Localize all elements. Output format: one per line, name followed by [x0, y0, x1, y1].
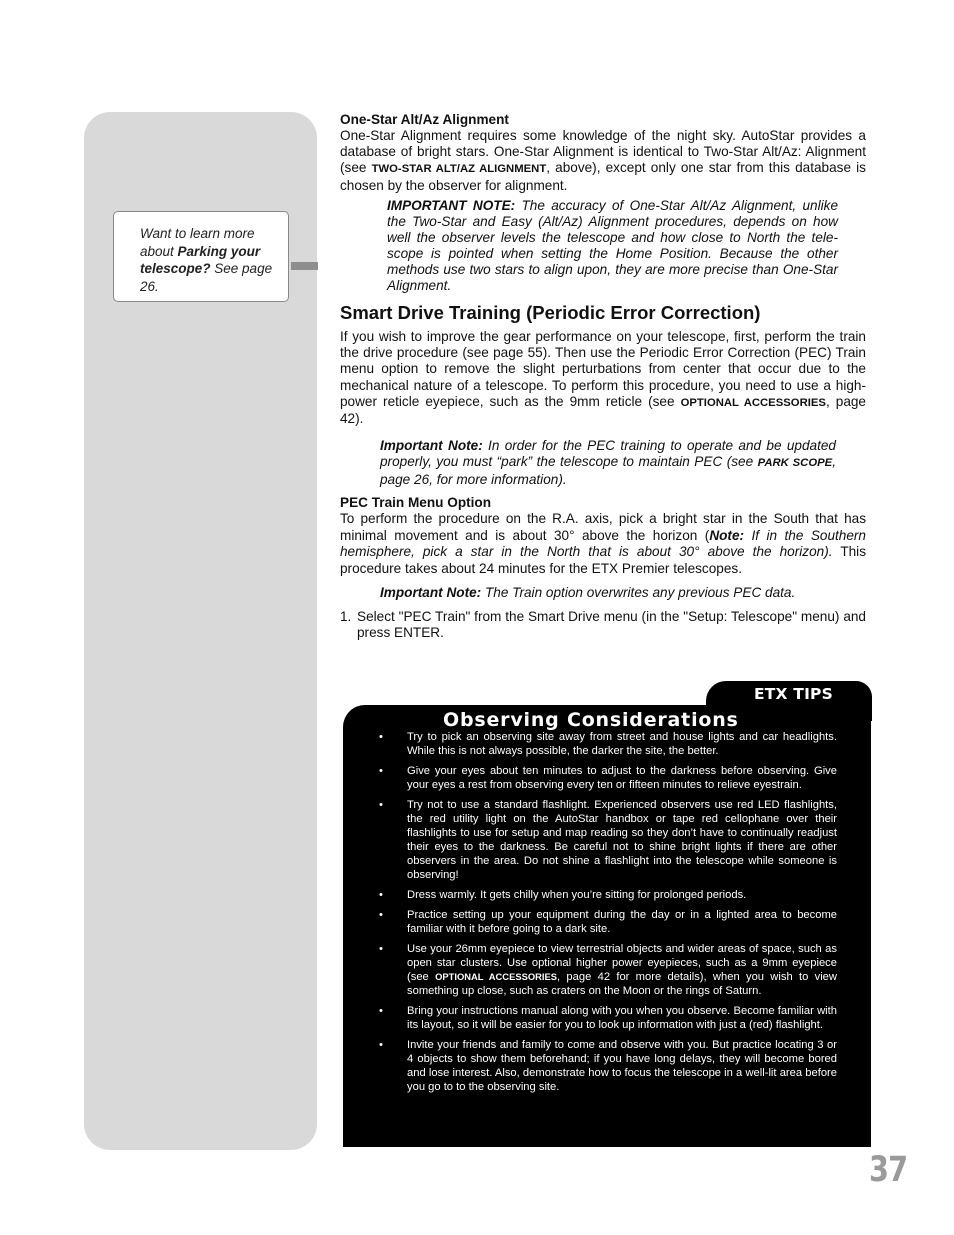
- tips-list: [343, 730, 871, 1100]
- two-star-reference: TWO-STAR ALT/AZ ALIGNMENT: [371, 162, 547, 175]
- pec-train-heading: PEC Train Menu Option: [340, 495, 492, 510]
- sidebar-callout: Want to learn more about Parking your telescope? See page 26.: [113, 211, 289, 302]
- tip-item: • Invite your friends and family to come and observe with you. But practice locating 3 or 4 objects to show them beforehand; if you have long delays, they will become bored and lose interest. Also, demonstrate how to focus the telescope in a well-lit area before you go to to the observing site.: [379, 1039, 837, 1093]
- tips-title: Observing Considerations: [443, 709, 739, 731]
- park-scope-reference: PARK SCOPE: [757, 457, 833, 470]
- one-star-heading: One-Star Alt/Az Alignment: [340, 112, 509, 127]
- bullet-icon: •: [379, 799, 383, 811]
- bullet-icon: •: [379, 1039, 383, 1051]
- callout-pointer: [291, 262, 318, 270]
- page-number: 37: [869, 1150, 908, 1190]
- pec-train-note: Important Note: The Train option overwrites any previous PEC data.: [380, 585, 796, 600]
- tips-accessories-reference: OPTIONAL ACCESSORIES: [435, 971, 558, 982]
- step-text: Select "PEC Train" from the Smart Drive menu (in the "Setup: Telescope" menu) and press ENTER.: [357, 609, 866, 641]
- tip-item: • Try not to use a standard flashlight. Experienced observers use red LED flashlights, the red utility light on the AutoStar handbox or tape red cellophane over their flashlights to use for setup and map reading so they don’t have to continually readjust their eyes to the darkness. Be careful not to shine bright lights if there are other observers in the area. Do not shine a flashlight into the telescope while someone is observing!: [379, 799, 837, 881]
- pec-step-1: [340, 609, 866, 642]
- tip-item: • Give your eyes about ten minutes to adjust to the darkness before observing. Give your eyes a rest from observing every ten or fifteen minutes to relieve eyestrain.: [379, 765, 837, 791]
- pec-section-title: Smart Drive Training (Periodic Error Correction): [340, 302, 761, 323]
- bullet-icon: •: [379, 943, 383, 955]
- observing-tips-box: [343, 705, 871, 1147]
- one-star-important-note: IMPORTANT NOTE: The accuracy of One-Star Alt/Az Alignment, unlike the Two-Star and Easy (Alt/Az) Alignment procedures, depends on how well the observer levels the telescope and how close to North the tele-scope is pointed when setting the Home Position. Because the other methods use two stars to align upon, they are more precise than One-Star Alignment.: [387, 198, 839, 293]
- pec-intro-paragraph: If you wish to improve the gear performance on your telescope, first, perform the train the drive procedure (see page 55). Then use the Periodic Error Correction (PEC) Train menu option to remove the slight perturbations from center that occur due to the mechanical nature of a telescope. To perform this procedure, you need to use a high-power reticle eyepiece, such as the 9mm reticle (see OPTIONAL ACCESSORIES, page 42).: [340, 329, 866, 427]
- tip-item-eyepiece: • Use your 26mm eyepiece to view terrestrial objects and wider areas of space, such as open star clusters. Use optional higher power eyepieces, such as a 9mm eyepiece (see OPTIONAL ACCESSORIES, page 42 for more details), when you wish to view something up close, such as craters on the Moon or the rings of Saturn.: [379, 943, 837, 997]
- bullet-icon: •: [379, 889, 383, 901]
- pec-important-note: Important Note: In order for the PEC training to operate and be updated properly, you must “park” the telescope to maintain PEC (see PARK SCOPE, page 26, for more information).: [380, 438, 836, 487]
- one-star-paragraph: One-Star Alignment requires some knowledge of the night sky. AutoStar provides a database of bright stars. One-Star Alignment is identical to Two-Star Alt/Az: Alignment (see TWO-STAR ALT/AZ ALIGNMENT, above), except only one star from this database is chosen by the observer for alignment.: [340, 127, 866, 193]
- tip-item: • Bring your instructions manual along with you when you observe. Become familiar with its layout, so it will be easier for you to look up information with just a (red) flashlight.: [379, 1005, 837, 1031]
- pec-train-paragraph: To perform the procedure on the R.A. axis, pick a bright star in the South that has minimal movement and is about 30° above the horizon (Note: If in the Southern hemisphere, pick a star in the North that is about 30° above the horizon). This procedure takes about 24 minutes for the ETX Premier telescopes.: [340, 511, 867, 577]
- tip-item: • Practice setting up your equipment during the day or in a lighted area to become familiar with it before going to a dark site.: [379, 909, 837, 935]
- bullet-icon: •: [379, 909, 383, 921]
- bullet-icon: •: [379, 765, 383, 777]
- callout-bold-link-text: Parking your telescope?: [140, 243, 261, 276]
- etx-tips-label: ETX TIPS: [754, 685, 833, 703]
- bullet-icon: •: [379, 1005, 383, 1017]
- optional-accessories-reference: OPTIONAL ACCESSORIES: [680, 396, 826, 409]
- tip-item: • Try to pick an observing site away from street and house lights and car headlights. While this is not always possible, the darker the site, the better.: [379, 731, 837, 757]
- tip-item: • Dress warmly. It gets chilly when you’re sitting for prolonged periods.: [379, 889, 747, 901]
- step-number: 1.: [340, 609, 352, 624]
- one-star-section: [340, 112, 866, 194]
- bullet-icon: •: [379, 731, 383, 743]
